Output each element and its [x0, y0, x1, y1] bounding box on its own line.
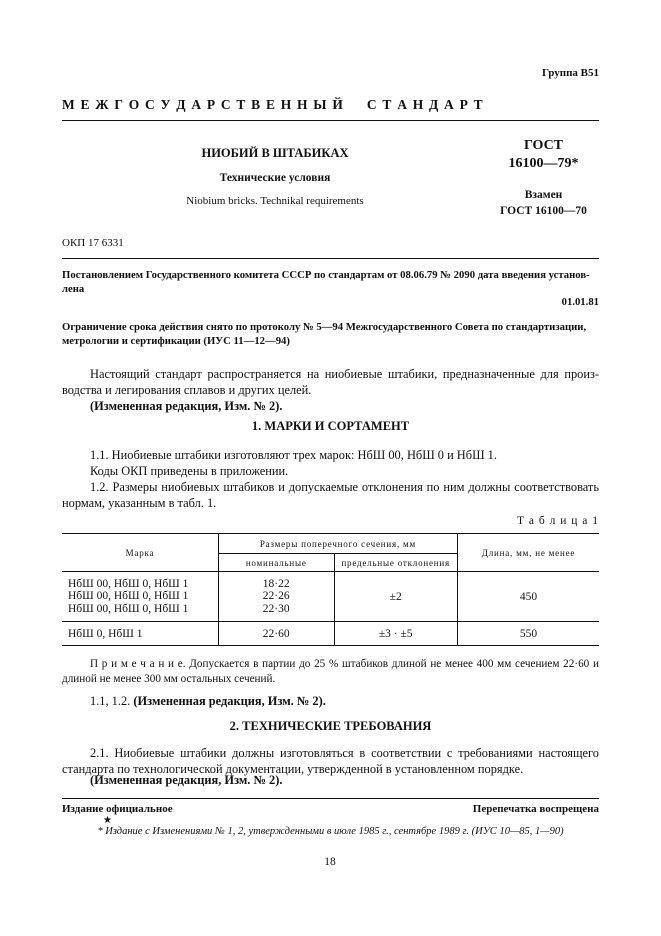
row-1-mark-1: НбШ 00, НбШ 0, НбШ 1	[68, 577, 189, 590]
header-sizes: Размеры поперечного сечения, мм	[218, 534, 457, 554]
decree-text: Постановлением Государственного комитета СССР по стандартам от 08.06.79 № 2090 дата введения установ-лена	[62, 269, 590, 295]
row-1-mark-2: НбШ 00, НбШ 0, НбШ 1	[68, 590, 189, 603]
header-mark: Марка	[62, 534, 218, 572]
table-note	[62, 657, 599, 687]
paragraph-1-1-1-2-edit	[90, 693, 326, 709]
section-1-title: 1. МАРКИ И СОРТАМЕНТ	[251, 419, 410, 433]
gost-label: ГОСТ	[523, 138, 564, 153]
sizes-table	[62, 533, 599, 646]
paragraph-1-1: 1.1. Ниобиевые штабики изготовляют трех марок: НбШ 00, НбШ 0 и НбШ 1.	[90, 448, 497, 462]
intro-date: 01.01.81	[561, 296, 599, 308]
row-2-deviation: ±3 · ±5	[334, 622, 457, 646]
footer-reprint: Перепечатка воспрещена	[472, 803, 599, 815]
note-label: П р и м е ч а н и е.	[90, 658, 186, 670]
table-row	[62, 572, 599, 622]
row-1-length: 450	[457, 572, 599, 622]
header-deviation: предельные отклонения	[334, 554, 457, 572]
header-nominal: номинальные	[218, 554, 334, 572]
paragraph-1-1b: Коды ОКП приведены в приложении.	[90, 464, 289, 478]
okp-rule	[62, 258, 599, 259]
gost-number: 16100—79*	[508, 156, 579, 171]
paragraph-2-1: 2.1. Ниобиевые штабики должны изготовляться в соответствии с требованиями настоящего стандарта по технологической документации, утвержденной в установленном порядке.	[62, 746, 599, 776]
header-rule	[62, 120, 599, 121]
table-row	[62, 622, 599, 646]
group-code: Группа В51	[541, 67, 599, 79]
okp-code: ОКП 17 6331	[62, 237, 124, 249]
paragraph-1-2: 1.2. Размеры ниобиевых штабиков и допускаемые отклонения по ним должны соответствовать нормам, указанным в табл. 1.	[62, 480, 599, 510]
table-caption: Т а б л и ц а 1	[516, 515, 599, 527]
intro-edit-note: (Измененная редакция, Изм. № 2).	[90, 399, 283, 413]
document-title: НИОБИЙ В ШТАБИКАХ	[201, 146, 349, 160]
edit-note: (Измененная редакция, Изм. № 2).	[133, 694, 326, 708]
standard-header: М Е Ж Г О С У Д А Р С Т В Е Н Н Ы Й С Т А Н Д А Р Т	[62, 97, 484, 112]
document-title-en: Niobium bricks. Technikal requirements	[186, 195, 364, 207]
row-1-nominal-1: 18·22	[262, 577, 290, 590]
row-1-deviation: ±2	[334, 572, 457, 622]
section-2-title: 2. ТЕХНИЧЕСКИЕ ТРЕБОВАНИЯ	[229, 719, 432, 733]
header-length: Длина, мм, не менее	[457, 534, 599, 572]
replaces-gost: ГОСТ 16100—70	[500, 205, 587, 217]
footnote: * Издание с Изменениями № 1, 2, утвержденными в июле 1985 г., сентябре 1989 г. (ИУС 10—85, 1—90)	[97, 826, 564, 837]
footer-rule	[62, 798, 599, 799]
row-2-mark: НбШ 0, НбШ 1	[62, 622, 218, 646]
row-1-mark-3: НбШ 00, НбШ 0, НбШ 1	[68, 602, 189, 615]
edit-prefix: 1.1, 1.2.	[90, 694, 134, 708]
footer-star: ★	[103, 815, 112, 826]
limitation-text: Ограничение срока действия снято по протоколу № 5—94 Межгосударственного Совета по стандартизации, метрологии и сертификации (ИУС 11—12—94)	[62, 321, 587, 347]
footer-official: Издание официальное	[62, 803, 173, 815]
row-1-nominal-3: 22·30	[262, 602, 290, 615]
row-1-nominal-2: 22·26	[262, 590, 290, 603]
intro-paragraph: Настоящий стандарт распространяется на ниобиевые штабики, предназначенные для произ-водства и легирования сплавов и других целей.	[62, 367, 599, 397]
document-subtitle: Технические условия	[219, 172, 331, 184]
paragraph-2-1-edit: (Измененная редакция, Изм. № 2).	[90, 773, 283, 787]
page-number: 18	[324, 856, 336, 868]
row-2-length: 550	[457, 622, 599, 646]
row-2-nominal: 22·60	[218, 622, 334, 646]
note-text: Допускается в партии до 25 % штабиков длиной не менее 400 мм сечением 22·60 и длиной не менее 300 мм остальных сечений.	[62, 658, 599, 685]
replaces-label: Взамен	[524, 189, 563, 201]
